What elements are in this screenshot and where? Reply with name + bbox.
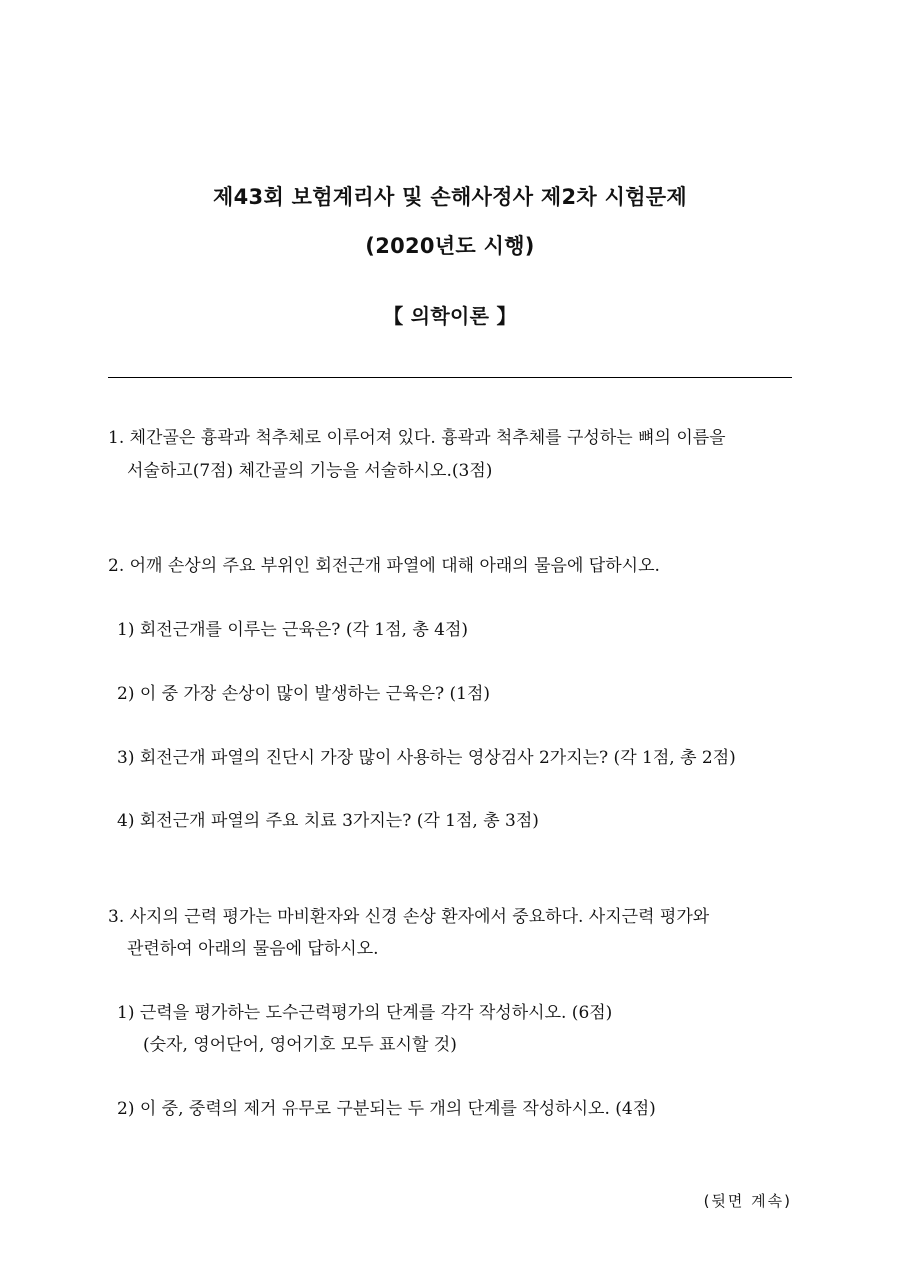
exam-subject: 【 의학이론 】 bbox=[383, 304, 517, 328]
question-3-sub-1: 1) 근력을 평가하는 도수근력평가의 단계를 각각 작성하시오. (6점) bbox=[117, 1003, 613, 1023]
question-3-sub-2: 2) 이 중, 중력의 제거 유무로 구분되는 두 개의 단계를 작성하시오. (4점) bbox=[117, 1099, 656, 1119]
exam-title: 제43회 보험계리사 및 손해사정사 제2차 시험문제 bbox=[213, 185, 687, 209]
question-2: 2. 어깨 손상의 주요 부위인 회전근개 파열에 대해 아래의 물음에 답하시오. bbox=[108, 556, 660, 576]
question-2-sub-2: 2) 이 중 가장 손상이 많이 발생하는 근육은? (1점) bbox=[117, 684, 491, 704]
question-3-line-1: 3. 사지의 근력 평가는 마비환자와 신경 손상 환자에서 중요하다. 사지근력 평가와 bbox=[108, 907, 710, 927]
title-divider bbox=[108, 377, 792, 378]
exam-year: (2020년도 시행) bbox=[365, 234, 535, 258]
question-2-sub-3: 3) 회전근개 파열의 진단시 가장 많이 사용하는 영상검사 2가지는? (각 1점, 총 2점) bbox=[117, 748, 736, 768]
question-3-line-2: 관련하여 아래의 물음에 답하시오. bbox=[127, 939, 379, 959]
question-2-sub-4: 4) 회전근개 파열의 주요 치료 3가지는? (각 1점, 총 3점) bbox=[117, 811, 539, 831]
question-1-line-2: 서술하고(7점) 체간골의 기능을 서술하시오.(3점) bbox=[127, 461, 493, 481]
question-1-line-1: 1. 체간골은 흉곽과 척추체로 이루어져 있다. 흉곽과 척추체를 구성하는 뼈의 이름을 bbox=[108, 428, 726, 448]
question-3-sub-1-note: (숫자, 영어단어, 영어기호 모두 표시할 것) bbox=[143, 1035, 457, 1055]
continued-notice: (뒷면 계속) bbox=[703, 1192, 792, 1210]
question-2-sub-1: 1) 회전근개를 이루는 근육은? (각 1점, 총 4점) bbox=[117, 620, 469, 640]
